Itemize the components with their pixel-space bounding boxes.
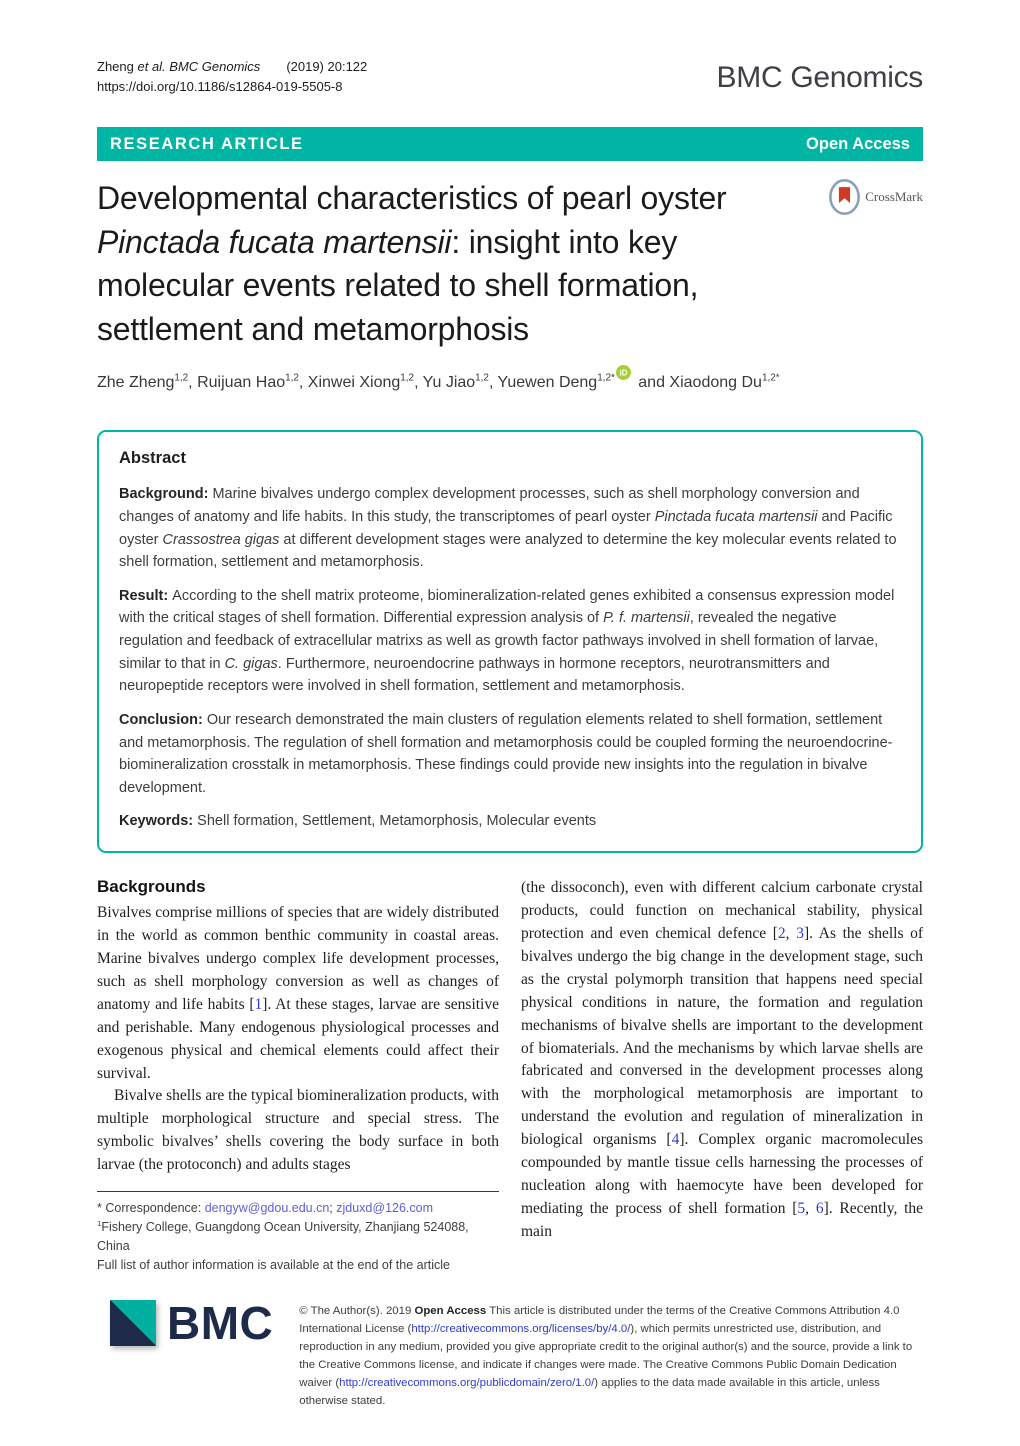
orcid-id-icon[interactable] [616, 365, 631, 380]
body-paragraph-1: Bivalves comprise millions of species that are widely distributed in the world as common benthic community in coastal areas. Marine bivalves undergo complex life development processes, such as shell morphology conversion as well as changes of anatomy and life habits [1]. At these stages, larvae are sensitive and perishable. Many endogenous physiological processes and exogenous physical and chemical elements could affect their survival. [97, 903, 499, 1082]
ref-2[interactable]: 2 [777, 924, 786, 942]
article-type-banner [97, 127, 923, 161]
open-access-label: Open Access [806, 134, 910, 153]
title-block [97, 177, 923, 351]
citation-block [97, 57, 367, 97]
author-list [97, 365, 923, 391]
license-text: © The Author(s). 2019 Open Access This article is distributed under the terms of the Creative Commons Attribution 4.0 International License (http://creativecommons.org/licenses/by/4.0/), which permits unrestricted use, distribution, and reproduction in any medium, provided you give appropriate credit to the original author(s) and the source, provide a link to the Creative Commons license, and indicate if changes were made. The Creative Commons Public Domain Dedication waiver (http://creativecommons.org/publicdomain/zero/1.0/) applies to the data made available in this article, unless otherwise stated. [299, 1305, 913, 1408]
authors-first-group: Zhe Zheng$^{1,2}$, Ruijuan Hao$^{1,2}$, Xinwei Xiong$^{1,2}$, Yu Jiao$^{1,2}$, Yuewen Deng$^{1,2*}$ [97, 372, 615, 391]
ref-4[interactable]: 4 [671, 1131, 680, 1149]
publisher-footer [97, 1297, 923, 1410]
cc0-waiver-link[interactable]: http://creativecommons.org/publicdomain/zero/1.0/ [339, 1377, 595, 1390]
article-type-label: RESEARCH ARTICLE [110, 134, 304, 153]
article-title: Developmental characteristics of pearl oyster Pinctada fucata martensii: insight into key molecular events related to shell formation, settlement and metamorphosis [97, 180, 727, 347]
doi-link[interactable]: https://doi.org/10.1186/s12864-019-5505-8 [97, 79, 343, 95]
correspondence-email-2[interactable]: zjduxd@126.com [336, 1201, 434, 1216]
abstract-box [97, 430, 923, 853]
citation-line [97, 57, 367, 77]
right-column [521, 877, 923, 1274]
ref-6[interactable]: 6 [815, 1200, 824, 1218]
body-paragraph-2: Bivalve shells are the typical biomineralization products, with multiple morphological structure and special stress. The symbolic bivalves’ shells covering the body surface in both larvae (the protoconch) and adults stages [97, 1087, 499, 1174]
ref-3[interactable]: 3 [796, 924, 804, 942]
section-heading-backgrounds: Backgrounds [97, 876, 206, 896]
bmc-logo-square-icon [110, 1300, 156, 1346]
left-column [97, 877, 499, 1274]
ref-5[interactable]: 5 [797, 1200, 806, 1218]
crossmark-icon [829, 179, 860, 215]
citation-number: (2019) 20:122 [286, 59, 368, 74]
abstract-heading: Abstract [119, 448, 186, 467]
abstract-background-paragraph: Background: Marine bivalves undergo complex development processes, such as shell morphology conversion and changes of anatomy and life habits. In this study, the transcriptomes of pearl oyster Pinctada fucata martensii and Pacific oyster Crassostrea gigas at different development stages were analyzed to determine the key molecular events related to shell formation, settlement and metamorphosis. [119, 486, 897, 571]
cc-by-license-link[interactable]: http://creativecommons.org/licenses/by/4.0/ [411, 1323, 631, 1336]
correspondence-line: * Correspondence: dengyw@gdou.edu.cn; zjduxd@126.com [97, 1201, 434, 1216]
body-paragraph-3: (the dissoconch), even with different calcium carbonate crystal products, could function on mechanical stability, physical protection and even chemical defence [2, 3]. As the shells of bivalves undergo the big change in the development stage, such as the crystal polymorph transition that happens need special physical conditions in nature, the formation and regulation mechanisms of bivalve shells are important to the development of biomaterials. And the mechanisms by which larvae shells are fabricated and conversed in the development processes along with the morphological metamorphosis are important to understand the evolution and regulation of mineralization in biological organisms [4]. Complex organic macromolecules compounded by mantle tissue cells harnessing the processes of nucleation along with haemocyte have been developed for mediating the process of shell formation [5, 6]. Recently, the main [521, 878, 924, 1240]
author-info-note: Full list of author information is available at the end of the article [97, 1257, 450, 1272]
abstract-keywords: Keywords: Shell formation, Settlement, Metamorphosis, Molecular events [119, 813, 597, 830]
affiliation-line: $^1$Fishery College, Guangdong Ocean University, Zhanjiang 524088, China [97, 1218, 469, 1253]
bmc-logo-text: BMC [167, 1297, 274, 1350]
authors-second-group: and Xiaodong $Du^{1,2*}$ [633, 372, 780, 391]
article-body [97, 877, 923, 1274]
citation-text: Zheng et al. BMC Genomics [97, 59, 261, 74]
svg-text:iD: iD [619, 368, 628, 378]
page-header [97, 57, 923, 97]
journal-wordmark: BMC Genomics [716, 61, 923, 94]
bmc-logo [110, 1297, 274, 1350]
ref-1[interactable]: 1 [254, 995, 263, 1013]
abstract-conclusion-paragraph: Conclusion: Our research demonstrated the main clusters of regulation elements related to shell formation, settlement and metamorphosis. The regulation of shell formation and metamorphosis could be coupled forming the neuroendocrine-biomineralization crosstalk in metamorphosis. These findings could provide new insights into the regulation in bivalve development. [119, 711, 893, 796]
abstract-result-paragraph: Result: According to the shell matrix proteome, biomineralization-related genes exhibited a consensus expression model with the critical stages of shell formation. Differential expression analysis of P. f. martensii, revealed the negative regulation and feedback of extracellular matrixs as well as growth factor pathways involved in shell formation of larvae, similar to that in C. gigas. Furthermore, neuroendocrine pathways in hormone receptors, neurotransmitters and neuropeptide receptors were involved in shell formation, settlement and metamorphosis. [119, 587, 895, 695]
correspondence-email-1[interactable]: dengyw@gdou.edu.cn [204, 1201, 330, 1216]
crossmark-label: CrossMark [865, 189, 923, 205]
crossmark-badge[interactable] [829, 179, 923, 215]
correspondence-footnote [97, 1191, 499, 1274]
